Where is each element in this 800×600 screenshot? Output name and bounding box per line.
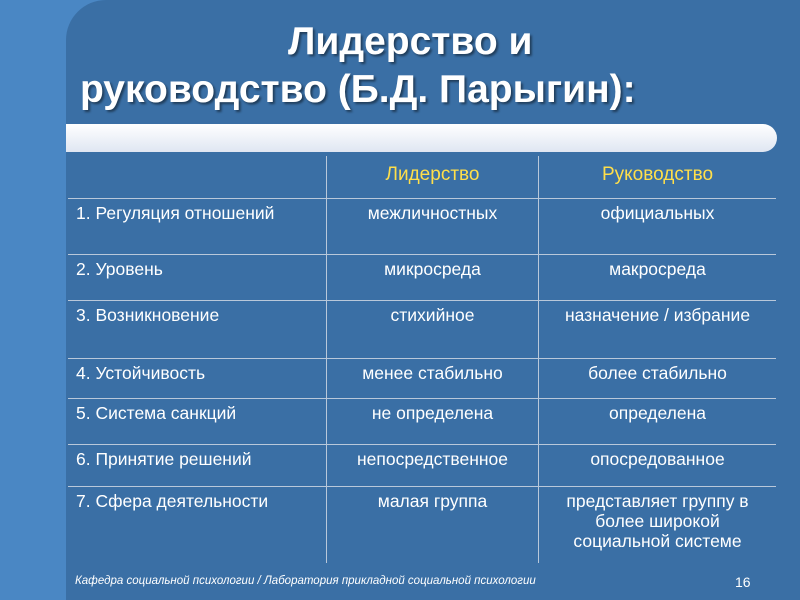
table-row (68, 255, 776, 301)
footer-department-text: Кафедра социальной психологии / Лаборатория прикладной социальной психологии (75, 575, 536, 587)
header-cell-empty (68, 156, 327, 199)
row-management-value: опосредованное (539, 445, 777, 487)
table-row (68, 301, 776, 359)
table-row (68, 487, 776, 563)
row-management-value: более стабильно (539, 359, 777, 399)
row-criterion: 2. Уровень (68, 255, 327, 301)
table-row (68, 445, 776, 487)
row-criterion: 1. Регуляция отношений (68, 199, 327, 255)
row-criterion: 5. Система санкций (68, 399, 327, 445)
row-leadership-value: менее стабильно (327, 359, 539, 399)
slide-title-line-2: руководство (Б.Д. Парыгин): (80, 68, 636, 111)
page-number: 16 (735, 574, 751, 590)
row-criterion: 4. Устойчивость (68, 359, 327, 399)
slide-title-line-1: Лидерство и (288, 20, 533, 63)
row-management-value: представляет группу в более широкой социальной системе (566, 491, 749, 551)
row-management-value: макросреда (539, 255, 777, 301)
left-accent-band (0, 0, 66, 600)
row-leadership-value: малая группа (327, 487, 539, 563)
row-leadership-value: микросреда (327, 255, 539, 301)
table-row (68, 359, 776, 399)
table-row (68, 199, 776, 255)
row-leadership-value: стихийное (327, 301, 539, 359)
title-underline-bar (66, 124, 777, 152)
row-management-value: определена (539, 399, 777, 445)
row-leadership-value: непосредственное (327, 445, 539, 487)
table-row (68, 399, 776, 445)
row-management-value: официальных (539, 199, 777, 255)
row-leadership-value: не определена (327, 399, 539, 445)
row-management-value: назначение / избрание (539, 301, 777, 359)
row-criterion: 6. Принятие решений (68, 445, 327, 487)
table-header-row (68, 156, 776, 199)
comparison-table (68, 156, 776, 563)
row-criterion: 7. Сфера деятельности (68, 487, 327, 563)
slide-title (80, 18, 780, 114)
header-cell-leadership: Лидерство (327, 156, 539, 199)
row-leadership-value: межличностных (327, 199, 539, 255)
header-cell-management: Руководство (539, 156, 777, 199)
row-criterion: 3. Возникновение (68, 301, 327, 359)
